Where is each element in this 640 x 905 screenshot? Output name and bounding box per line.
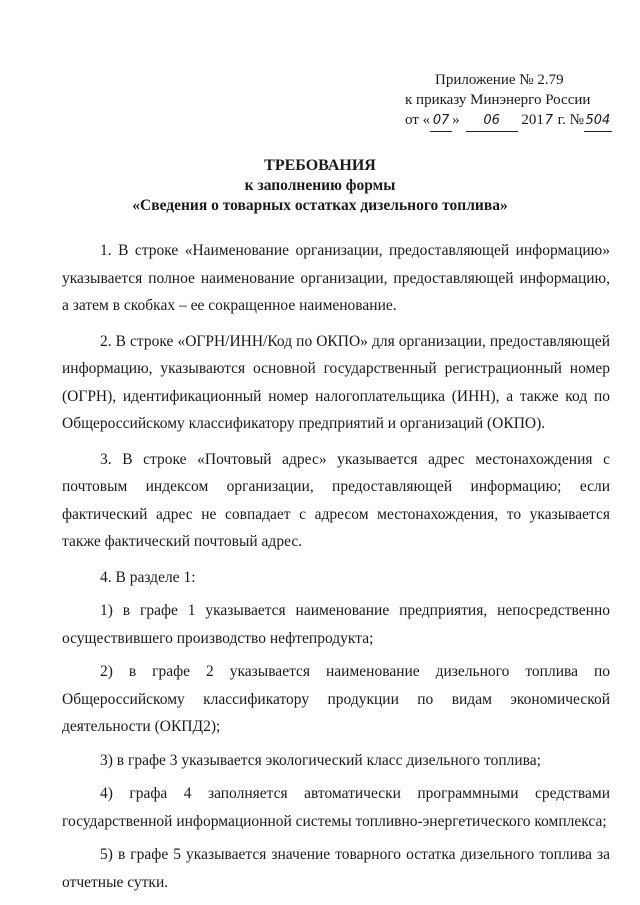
year-suffix: г. №	[553, 112, 584, 128]
appendix-number: Приложение № 2.79	[435, 72, 564, 88]
handwritten-day: 07	[430, 111, 452, 132]
handwritten-order-number: 504	[584, 111, 612, 132]
subitem-1: 1) в графе 1 указывается наименование предприятия, непосредственно осуществившего производство нефтепродукта;	[62, 602, 610, 647]
title-sub-2: «Сведения о товарных остатках дизельного топлива»	[132, 197, 508, 214]
subitem-5: 5) в графе 5 указывается значение товарного остатка дизельного топлива за отчетные сутки.	[62, 846, 610, 891]
appendix-header	[405, 70, 611, 132]
title-main: ТРЕБОВАНИЯ	[264, 157, 376, 174]
year-prefix: 201	[521, 112, 544, 128]
subitem-2: 2) в графе 2 указывается наименование дизельного топлива по Общероссийскому классификатору продукции по видам экономической деятельности (ОКПД2);	[62, 663, 610, 735]
handwritten-month: 06	[466, 111, 518, 132]
subitem-4: 4) графа 4 заполняется автоматически программными средствами государственной информационной системы топливно-энергетического комплекса;	[62, 785, 610, 830]
document-title	[0, 156, 640, 216]
paragraph-2: 2. В строке «ОГРН/ИНН/Код по ОКПО» для организации, предоставляющей информацию, указываются основной государственный регистрационный номер (ОГРН), идентификационный номер налогоплательщика (ИНН), а также код по Общероссийскому классификатору предприятий и организаций (ОКПО).	[62, 332, 610, 432]
paragraph-1: 1. В строке «Наименование организации, предоставляющей информацию» указывается полное наименование организации, предоставляющей информацию, а затем в скобках – ее сокращенное наименование.	[62, 242, 610, 314]
paragraph-3: 3. В строке «Почтовый адрес» указывается адрес местонахождения с почтовым индексом организации, предоставляющей информацию; если фактический адрес не совпадает с адресом местонахождения, то указывается также фактический почтовый адрес.	[62, 450, 610, 550]
handwritten-year-digit: 7	[544, 113, 553, 128]
order-reference: к приказу Минэнерго России	[405, 92, 591, 108]
document-body	[62, 237, 610, 902]
title-sub-1: к заполнению формы	[244, 177, 396, 194]
paragraph-4: 4. В разделе 1:	[100, 568, 196, 586]
subitem-3: 3) в графе 3 указывается экологический класс дизельного топлива;	[100, 751, 541, 769]
date-prefix: от «	[405, 112, 431, 128]
date-close-quote: »	[452, 112, 460, 128]
order-date-line	[405, 110, 611, 132]
